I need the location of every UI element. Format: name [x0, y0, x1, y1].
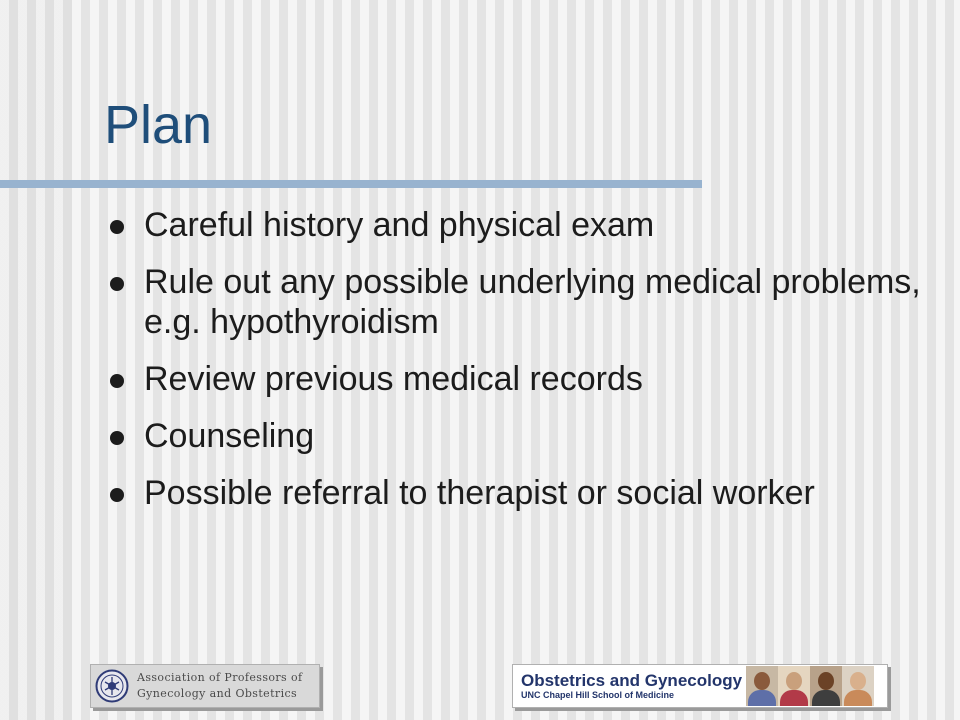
bullet-dot-icon — [110, 277, 124, 291]
bullet-dot-icon — [110, 488, 124, 502]
photo-thumbnail — [778, 666, 810, 706]
bullet-text: Review previous medical records — [144, 360, 643, 398]
department-title: Obstetrics and Gynecology — [521, 671, 743, 690]
photo-thumbnail — [842, 666, 874, 706]
photo-strip — [746, 666, 874, 706]
bullet-item — [110, 262, 930, 342]
bullet-dot-icon — [110, 374, 124, 388]
seal-icon — [95, 669, 129, 703]
bullet-text: Rule out any possible underlying medical problems, e.g. hypothyroidism — [144, 263, 921, 341]
bullet-item — [110, 205, 930, 245]
bullet-text: Counseling — [144, 417, 315, 455]
bullet-item — [110, 359, 930, 399]
bullet-list — [110, 205, 930, 530]
photo-thumbnail — [810, 666, 842, 706]
bullet-text: Careful history and physical exam — [144, 206, 655, 244]
bullet-dot-icon — [110, 220, 124, 234]
association-logo-banner — [90, 664, 320, 708]
department-subtitle: UNC Chapel Hill School of Medicine — [521, 690, 675, 700]
bullet-item — [110, 473, 930, 513]
department-logo-banner — [512, 664, 888, 708]
bullet-item — [110, 416, 930, 456]
title-underline-rule — [0, 180, 702, 188]
association-name-line1: Association of Professors of — [137, 671, 303, 684]
bullet-text: Possible referral to therapist or social worker — [144, 474, 815, 512]
left-stripe-band — [0, 0, 72, 720]
bullet-dot-icon — [110, 431, 124, 445]
photo-thumbnail — [746, 666, 778, 706]
association-name-line2: Gynecology and Obstetrics — [137, 687, 298, 700]
slide-title: Plan — [104, 95, 213, 155]
